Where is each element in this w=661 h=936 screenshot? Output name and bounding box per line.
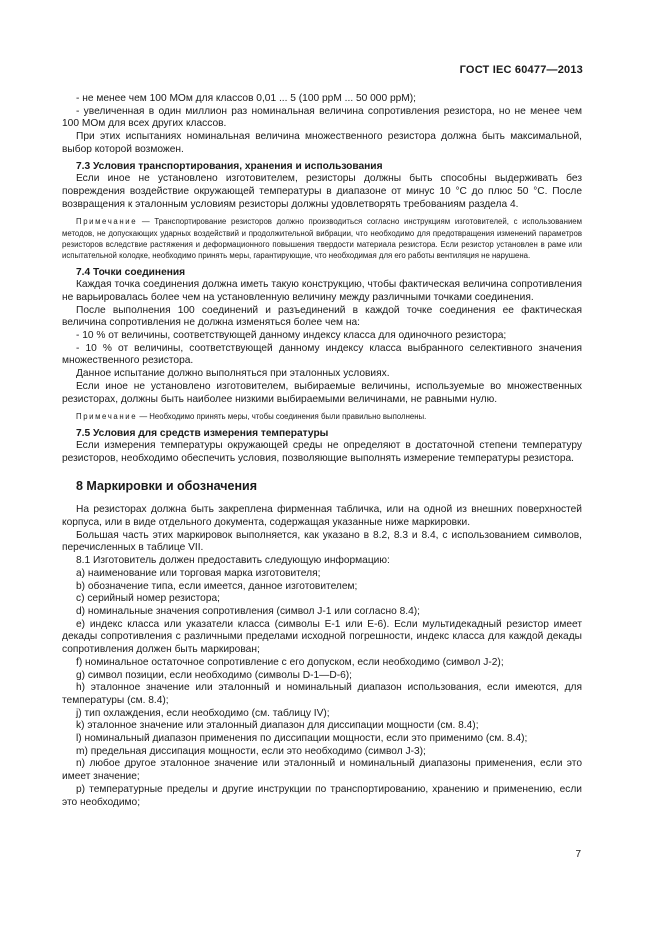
page-number: 7 (575, 849, 581, 860)
list-item: - 10 % от величины, соответствующей данному индексу класса выбранного селективного значения множественного резистора. (62, 342, 582, 367)
list-item: f) номинальное остаточное сопротивление с его допуском, если необходимо (символ J-2); (76, 656, 504, 668)
paragraph: После выполнения 100 соединений и разъединений в каждой точке соединения ее фактическая величина сопротивления не должна изменяться более чем на: (62, 304, 582, 329)
list-item: b) обозначение типа, если имеется, данное изготовителем; (76, 580, 358, 592)
note-label: Примечание (76, 412, 138, 422)
list-item: c) серийный номер резистора; (76, 593, 220, 605)
paragraph: 8.1 Изготовитель должен предоставить следующую информацию: (76, 555, 390, 567)
paragraph: Если измерения температуры окружающей среды не определяют в достаточной степени температуру резисторов, необходимо обеспечить условия, позволяющие выполнять измерение температуры резистора. (62, 440, 582, 464)
list-item: - не менее чем 100 МОм для классов 0,01 ... 5 (100 ppM ... 50 000 ppM); (76, 93, 417, 104)
paragraph: Если иное не установлено изготовителем, выбираемые величины, используемые во множественных резисторах, должны быть наиболее низкими выбираемыми величинами, не равными нулю. (62, 380, 582, 405)
section-heading-8: 8 Маркировки и обозначения (76, 478, 258, 493)
section-heading-7-4: 7.4 Точки соединения (76, 266, 186, 278)
list-item: n) любое другое эталонное значение или эталонный и номинальный диапазоны применения, если это имеет значение; (62, 758, 582, 783)
note (62, 411, 582, 422)
page-body (62, 93, 582, 809)
paragraph: Если иное не установлено изготовителем, резисторы должны быть способны выдерживать без повреждения воздействие окружающей температуры в диапазоне от минус 10 °С до плюс 50 °С. После возвращения к эталонным условиям резисторы должны удовлетворять требованиям раздела 4. (62, 173, 582, 210)
list-item: m) предельная диссипация мощности, если это необходимо (символ J-3); (76, 745, 426, 757)
section-heading-7-3: 7.3 Условия транспортирования, хранения и использования (76, 160, 383, 172)
paragraph: Каждая точка соединения должна иметь такую конструкцию, чтобы фактическая величина сопротивления не варьировалась более чем на установленную величину между различными точками соединения. (62, 279, 582, 303)
document-header: ГОСТ IEC 60477—2013 (459, 64, 583, 76)
list-item: h) эталонное значение или эталонный и номинальный диапазон использования, если имеются, для температуры (см. 8.4); (62, 682, 582, 706)
list-item: a) наименование или торговая марка изготовителя; (76, 567, 321, 579)
list-item: e) индекс класса или указатели класса (символы Е-1 или Е-6). Если мультидекадный резистор имеет декады сопротивления с различными пределами исходной погрешности, индекс класса для каждой декады сопротивления должен быть маркирован; (62, 618, 582, 656)
note (62, 216, 582, 261)
paragraph: При этих испытаниях номинальная величина множественного резистора должна быть максимальной, выбор которой возможен. (62, 131, 582, 155)
section-heading-7-5: 7.5 Условия для средств измерения температуры (76, 427, 329, 439)
note-text: — Транспортирование резисторов должно производиться согласно инструкциям изготовителей, с использованием методов, не допускающих ударных воздействий и продолжительной вибрации, что необходимо для предотвращения изменений параметров резисторов вследствие растяжения и деформационного повышения твердости материала резистора. Если резистор установлен в раме или испытательной колодке, необходимо принять меры, гарантирующие, что необходимая для его работы вентиляция не нарушена. (62, 217, 583, 261)
list-item: j) тип охлаждения, если необходимо (см. таблицу IV); (76, 707, 330, 719)
paragraph: На резисторах должна быть закреплена фирменная табличка, или на одной из внешних поверхностей корпуса, или в виде отдельного документа, содержащая указанные ниже маркировки. (62, 504, 582, 529)
list-item: p) температурные пределы и другие инструкции по транспортированию, хранению и применению, если это необходимо; (62, 783, 582, 808)
paragraph: Данное испытание должно выполняться при эталонных условиях. (76, 368, 390, 380)
list-item: l) номинальный диапазон применения по диссипации мощности, если это применимо (см. 8.4); (76, 733, 528, 745)
list-item: d) номинальные значения сопротивления (символ J-1 или согласно 8.4); (76, 605, 420, 617)
list-item: - увеличенная в один миллион раз номинальная величина сопротивления резистора, но не менее чем 100 МОм для всех других классов. (62, 105, 582, 130)
note-text: — Необходимо принять меры, чтобы соединения были правильно выполнены. (139, 412, 427, 422)
list-item: - 10 % от величины, соответствующей данному индексу класса для одиночного резистора; (76, 330, 507, 342)
note-label: Примечание (76, 217, 138, 227)
list-item: g) символ позиции, если необходимо (символы D-1—D-6); (76, 669, 352, 681)
list-item: k) эталонное значение или эталонный диапазон для диссипации мощности (см. 8.4); (76, 720, 479, 732)
paragraph: Большая часть этих маркировок выполняется, как указано в 8.2, 8.3 и 8.4, с использованием символов, перечисленных в таблице VII. (62, 529, 582, 554)
